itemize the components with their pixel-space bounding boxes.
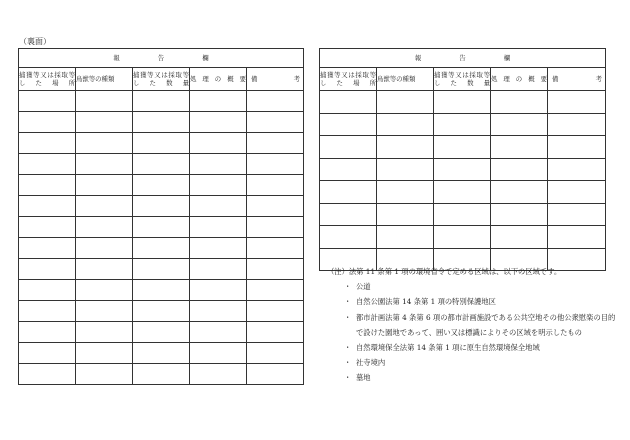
table-cell [434, 226, 491, 249]
table-cell [76, 259, 133, 280]
table-row [320, 226, 606, 249]
table-row [19, 175, 304, 196]
table-cell [190, 91, 247, 112]
table-row [19, 322, 304, 343]
table-cell [190, 112, 247, 133]
table-cell [247, 154, 304, 175]
header-remarks: 備 考 [247, 68, 304, 91]
table-cell [19, 196, 76, 217]
table-cell [247, 112, 304, 133]
table-cell [76, 280, 133, 301]
table-cell [190, 343, 247, 364]
table-cell [133, 133, 190, 154]
table-cell [190, 280, 247, 301]
table-cell [434, 203, 491, 226]
note-item: ・ 都市計画法第 4 条第 6 項の都市計画施設である公共空地その他公衆慰楽の目的で設けた園地であって、囲い又は標識によりその区域を明示したもの [348, 310, 617, 340]
report-table-title: 報 告 欄 [320, 49, 606, 68]
table-cell [76, 154, 133, 175]
table-cell [19, 112, 76, 133]
table-cell [548, 136, 606, 159]
table-row [19, 343, 304, 364]
table-cell [133, 343, 190, 364]
note-item: ・ 社寺境内 [348, 355, 617, 370]
table-cell [491, 91, 548, 114]
table-cell [190, 301, 247, 322]
header-place: 捕獲等又は採取等した場所 [19, 68, 76, 91]
table-cell [19, 301, 76, 322]
table-cell [76, 238, 133, 259]
table-cell [133, 175, 190, 196]
table-cell [190, 259, 247, 280]
table-cell [76, 175, 133, 196]
table-row [320, 136, 606, 159]
table-row [19, 112, 304, 133]
table-cell [76, 112, 133, 133]
table-cell [491, 226, 548, 249]
table-row [19, 133, 304, 154]
table-cell [247, 196, 304, 217]
table-cell [247, 175, 304, 196]
table-cell [247, 259, 304, 280]
table-cell [491, 113, 548, 136]
table-cell [377, 203, 434, 226]
table-cell [19, 175, 76, 196]
table-cell [320, 226, 377, 249]
table-cell [19, 238, 76, 259]
table-row [19, 238, 304, 259]
header-species: 鳥獣等の種類 [76, 68, 133, 91]
table-cell [133, 238, 190, 259]
table-cell [434, 158, 491, 181]
table-cell [190, 217, 247, 238]
table-cell [76, 301, 133, 322]
table-cell [377, 113, 434, 136]
table-row [19, 217, 304, 238]
table-cell [133, 301, 190, 322]
table-cell [377, 226, 434, 249]
table-row [19, 280, 304, 301]
table-cell [76, 343, 133, 364]
table-cell [133, 280, 190, 301]
table-cell [190, 175, 247, 196]
table-row [320, 91, 606, 114]
legal-note [327, 264, 617, 386]
table-row [19, 154, 304, 175]
table-cell [377, 181, 434, 204]
table-cell [434, 136, 491, 159]
table-row [19, 91, 304, 112]
table-cell [190, 238, 247, 259]
table-cell [491, 136, 548, 159]
table-cell [76, 322, 133, 343]
table-cell [76, 364, 133, 385]
header-quantity: 捕獲等又は採取等した数量 [434, 68, 491, 91]
table-cell [320, 203, 377, 226]
header-disposal: 処理の概要 [190, 68, 247, 91]
table-cell [320, 158, 377, 181]
table-cell [247, 91, 304, 112]
table-cell [247, 280, 304, 301]
table-cell [133, 91, 190, 112]
table-cell [247, 217, 304, 238]
table-cell [247, 301, 304, 322]
table-cell [76, 217, 133, 238]
table-cell [19, 154, 76, 175]
table-cell [190, 322, 247, 343]
table-cell [247, 133, 304, 154]
table-row [320, 113, 606, 136]
table-cell [19, 217, 76, 238]
header-remarks: 備 考 [548, 68, 606, 91]
table-cell [548, 113, 606, 136]
note-head: （注）法第 11 条第 1 項の環境省令で定める区域は、以下の区域です。 [327, 267, 562, 276]
table-cell [491, 158, 548, 181]
table-cell [133, 217, 190, 238]
table-cell [491, 203, 548, 226]
table-cell [190, 154, 247, 175]
table-cell [320, 136, 377, 159]
table-cell [19, 343, 76, 364]
table-cell [133, 364, 190, 385]
table-cell [19, 280, 76, 301]
note-item: ・ 墓地 [348, 370, 617, 385]
table-cell [548, 203, 606, 226]
table-row [320, 158, 606, 181]
report-table-left [18, 48, 304, 385]
report-table-right [319, 48, 606, 271]
table-cell [377, 136, 434, 159]
table-cell [247, 364, 304, 385]
table-cell [19, 322, 76, 343]
table-cell [320, 91, 377, 114]
table-cell [133, 112, 190, 133]
table-cell [548, 226, 606, 249]
table-row [320, 181, 606, 204]
table-cell [377, 158, 434, 181]
header-quantity: 捕獲等又は採取等した数量 [133, 68, 190, 91]
note-item: ・ 公道 [348, 279, 617, 294]
table-cell [133, 322, 190, 343]
table-cell [320, 113, 377, 136]
table-cell [76, 133, 133, 154]
table-cell [247, 238, 304, 259]
table-row [19, 301, 304, 322]
table-row [19, 364, 304, 385]
table-cell [377, 91, 434, 114]
table-cell [190, 364, 247, 385]
table-cell [548, 158, 606, 181]
table-cell [133, 196, 190, 217]
table-cell [320, 181, 377, 204]
note-item: ・ 自然環境保全法第 14 条第 1 項に原生自然環境保全地域 [348, 340, 617, 355]
table-cell [434, 91, 491, 114]
table-cell [247, 343, 304, 364]
table-row [320, 203, 606, 226]
table-cell [76, 91, 133, 112]
table-cell [190, 133, 247, 154]
table-cell [548, 181, 606, 204]
table-cell [19, 259, 76, 280]
page-label: （裏面） [19, 37, 51, 46]
table-cell [434, 181, 491, 204]
table-cell [548, 91, 606, 114]
table-cell [76, 196, 133, 217]
header-place: 捕獲等又は採取等した場所 [320, 68, 377, 91]
table-cell [133, 259, 190, 280]
report-table-title: 報 告 欄 [19, 49, 304, 68]
header-disposal: 処理の概要 [491, 68, 548, 91]
table-cell [434, 113, 491, 136]
table-cell [247, 322, 304, 343]
table-cell [19, 91, 76, 112]
table-row [19, 259, 304, 280]
table-cell [190, 196, 247, 217]
note-item: ・ 自然公園法第 14 条第 1 項の特別保護地区 [348, 294, 617, 309]
table-cell [19, 133, 76, 154]
table-row [19, 196, 304, 217]
note-list [327, 279, 617, 385]
table-cell [19, 364, 76, 385]
table-cell [133, 154, 190, 175]
table-cell [491, 181, 548, 204]
header-species: 鳥獣等の種類 [377, 68, 434, 91]
